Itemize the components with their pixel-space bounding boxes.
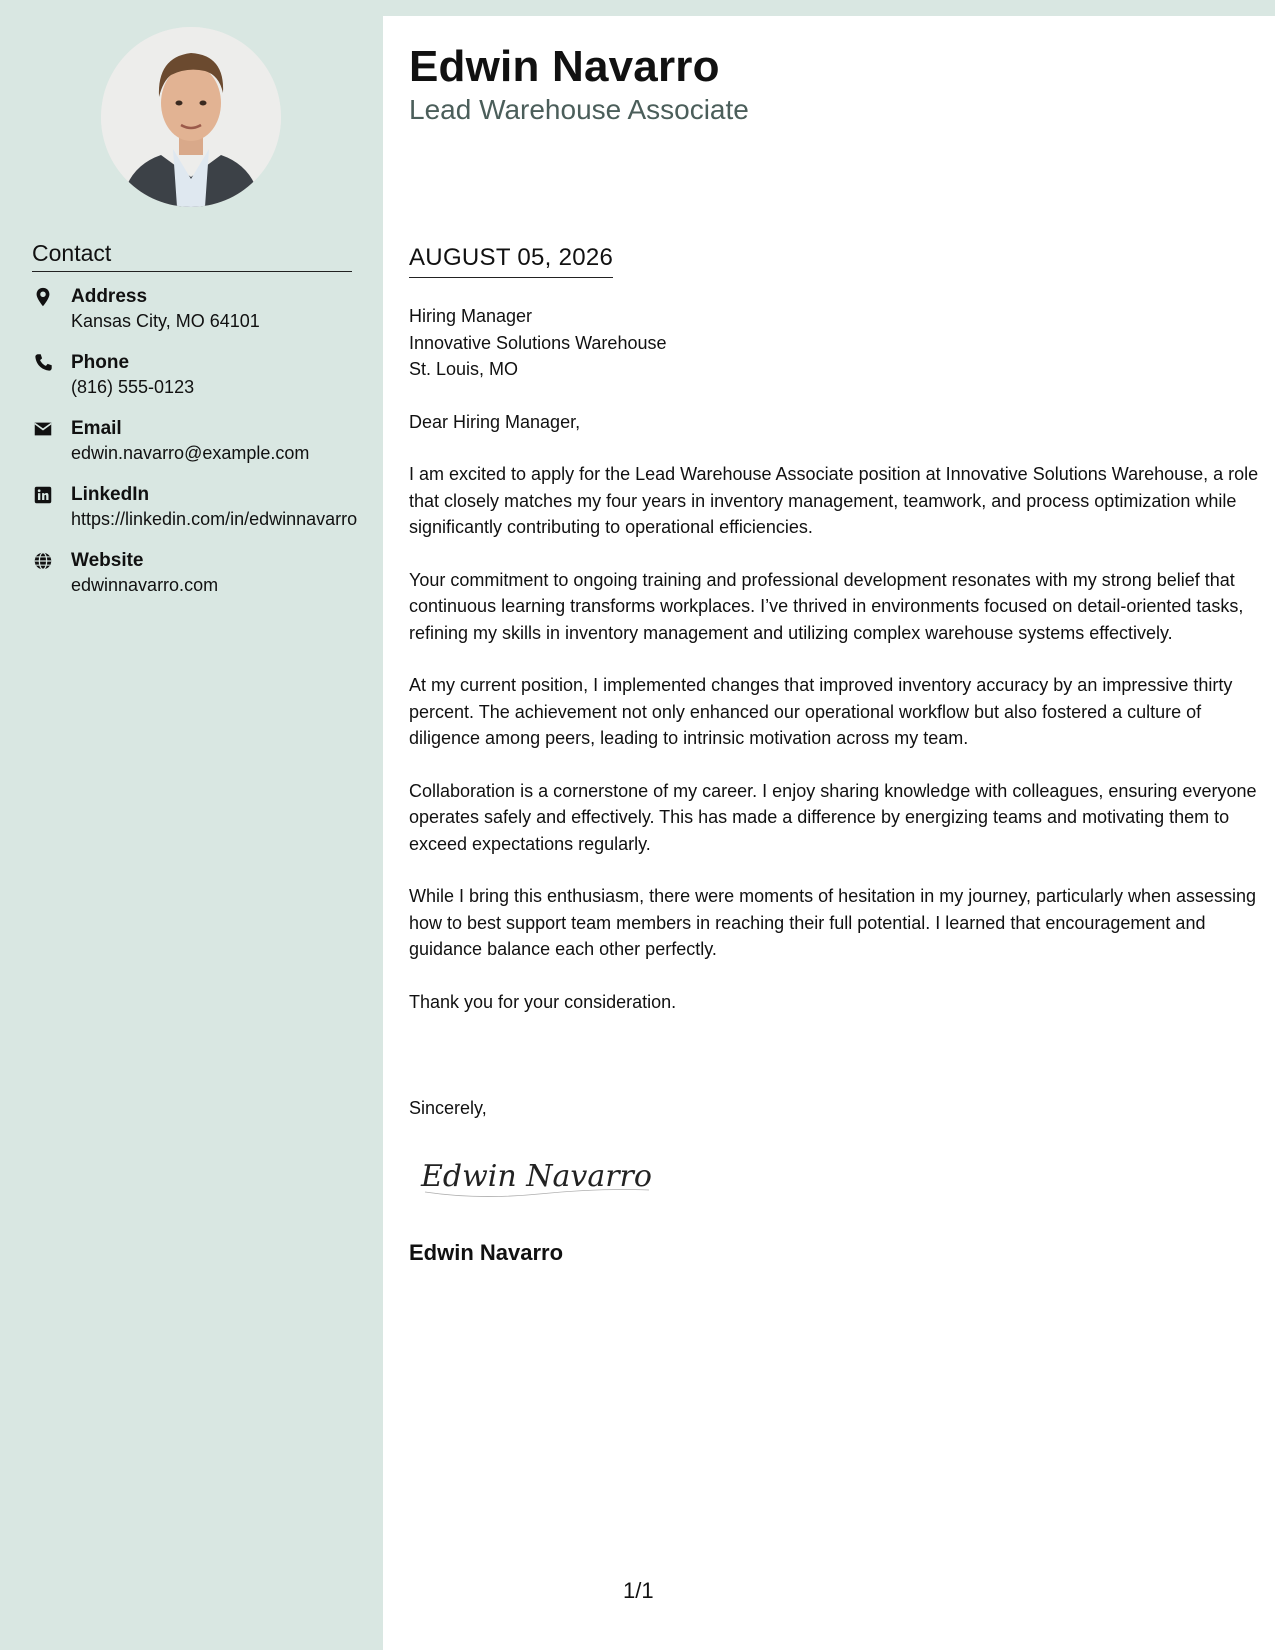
- thank-you-line: Thank you for your consideration.: [409, 991, 677, 1012]
- handwritten-signature: [419, 1146, 659, 1206]
- recipient-block: [409, 303, 1259, 383]
- email-label: Email: [71, 418, 122, 439]
- contact-item-email: [32, 416, 362, 466]
- phone-label: Phone: [71, 352, 130, 373]
- contact-item-website: [32, 548, 362, 598]
- person-portrait-icon: [101, 27, 281, 207]
- map-pin-icon: [32, 286, 54, 308]
- letter-page: [383, 16, 1275, 1650]
- applicant-title: Lead Warehouse Associate: [409, 94, 749, 125]
- website-link[interactable]: edwinnavarro.com: [71, 575, 219, 595]
- phone-value[interactable]: (816) 555-0123: [71, 377, 195, 397]
- letter-date: AUGUST 05, 2026: [409, 244, 613, 278]
- signed-name: Edwin Navarro: [409, 1240, 564, 1265]
- profile-photo: [101, 27, 281, 207]
- contact-heading: Contact: [32, 240, 352, 272]
- body-paragraph: I am excited to apply for the Lead Warehouse Associate position at Innovative Solutions Warehouse, a role that closely matches my four years in inventory management, teamwork, and process optimization while significantly contributing to operational efficiencies.: [409, 464, 1259, 537]
- body-paragraph: While I bring this enthusiasm, there were moments of hesitation in my journey, particularly when assessing how to best support team members in reaching their full potential. I learned that encouragement and guidance balance each other perfectly.: [409, 886, 1257, 959]
- signature-text: Edwin Navarro: [421, 1159, 652, 1194]
- recipient-line: St. Louis, MO: [409, 359, 519, 379]
- body-paragraph: At my current position, I implemented changes that improved inventory accuracy by an impressive thirty percent. The achievement not only enhanced our operational workflow but also fostered a culture of diligence among peers, leading to intrinsic motivation across my team.: [409, 675, 1233, 748]
- website-label: Website: [71, 550, 144, 571]
- letter-body: [409, 303, 1259, 1041]
- salutation: Dear Hiring Manager,: [409, 411, 581, 432]
- contact-list: [32, 284, 362, 614]
- linkedin-icon: [32, 484, 54, 506]
- contact-item-linkedin: [32, 482, 362, 532]
- linkedin-label: LinkedIn: [71, 484, 150, 505]
- address-label: Address: [71, 286, 148, 307]
- contact-item-phone: [32, 350, 362, 400]
- sidebar: [0, 0, 383, 1650]
- linkedin-link[interactable]: https://linkedin.com/in/edwinnavarro: [71, 509, 358, 529]
- recipient-line: Hiring Manager: [409, 306, 533, 326]
- globe-icon: [32, 550, 54, 572]
- page-indicator: 1/1: [623, 1578, 654, 1603]
- email-link[interactable]: edwin.navarro@example.com: [71, 443, 310, 463]
- address-value: Kansas City, MO 64101: [71, 311, 260, 331]
- body-paragraph: Your commitment to ongoing training and professional development resonates with my strong belief that continuous learning transforms workplaces. I’ve thrived in environments focused on detail-oriented tasks, refining my skills in inventory management and utilizing complex warehouse systems effectively.: [409, 569, 1244, 643]
- closing: Sincerely,: [409, 1098, 487, 1118]
- phone-icon: [32, 352, 54, 374]
- recipient-line: Innovative Solutions Warehouse: [409, 332, 667, 353]
- applicant-name: Edwin Navarro: [409, 42, 720, 91]
- envelope-icon: [32, 418, 54, 440]
- contact-item-address: [32, 284, 362, 334]
- body-paragraph: Collaboration is a cornerstone of my career. I enjoy sharing knowledge with colleagues, ensuring everyone operates safely and effectively. This has made a difference by energizing teams and motivating them to exceed expectations regularly.: [409, 780, 1257, 854]
